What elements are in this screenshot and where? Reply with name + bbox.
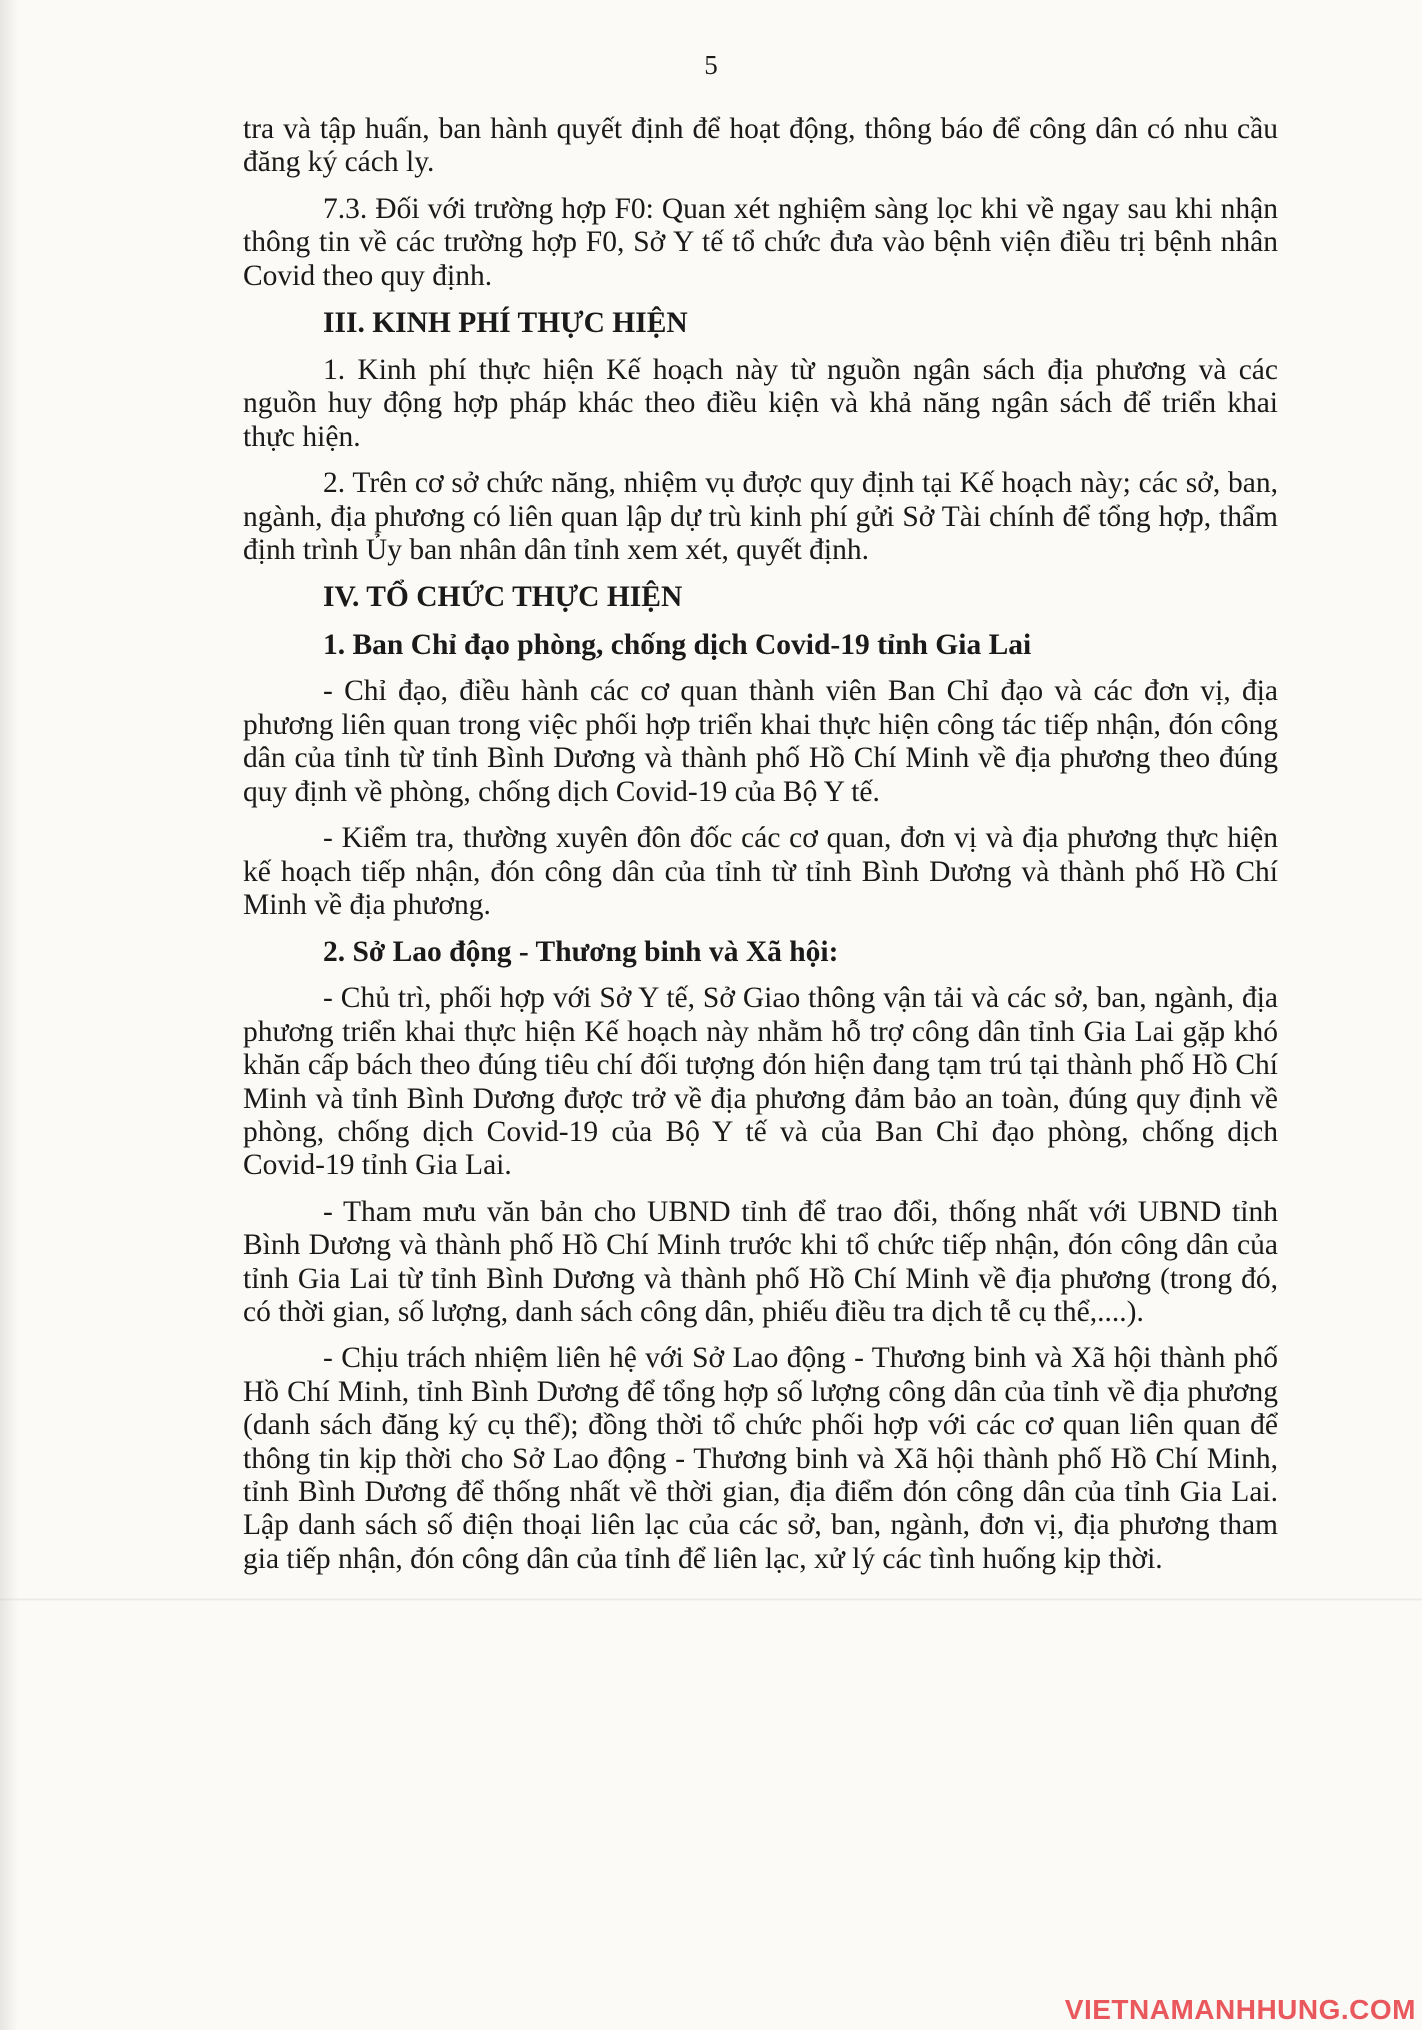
- scan-fold-line: [0, 1598, 1422, 1601]
- subheading-labour-department: 2. Sở Lao động - Thương binh và Xã hội:: [323, 936, 839, 969]
- document-body: [243, 113, 1278, 1589]
- paragraph-labour-1: - Chủ trì, phối hợp với Sở Y tế, Sở Giao thông vận tải và các sở, ban, ngành, địa phương triển khai thực hiện Kế hoạch này nhằm hỗ trợ công dân tỉnh Gia Lai gặp khó khăn cấp bách theo đúng tiêu chí đối tượng đón hiện đang tạm trú tại thành phố Hồ Chí Minh và tỉnh Bình Dương được trở về địa phương đảm bảo an toàn, đúng quy định về phòng, chống dịch Covid-19 của Bộ Y tế và của Ban Chỉ đạo phòng, chống dịch Covid-19 tỉnh Gia Lai.: [243, 982, 1278, 1182]
- paragraph-labour-2: - Tham mưu văn bản cho UBND tỉnh để trao đổi, thống nhất với UBND tỉnh Bình Dương và thành phố Hồ Chí Minh trước khi tổ chức tiếp nhận, đón công dân của tỉnh Gia Lai từ tỉnh Bình Dương và thành phố Hồ Chí Minh về địa phương (trong đó, có thời gian, số lượng, danh sách công dân, phiếu điều tra dịch tễ cụ thể,....).: [243, 1195, 1278, 1328]
- paragraph-labour-3: - Chịu trách nhiệm liên hệ với Sở Lao động - Thương binh và Xã hội thành phố Hồ Chí Minh, tỉnh Bình Dương để tổng hợp số lượng công dân của tỉnh về địa phương (danh sách đăng ký cụ thể); đồng thời tổ chức phối hợp với các cơ quan liên quan để thông tin kịp thời cho Sở Lao động - Thương binh và Xã hội thành phố Hồ Chí Minh, tỉnh Bình Dương để thống nhất về thời gian, địa điểm đón công dân của tỉnh Gia Lai. Lập danh sách số điện thoại liên lạc của các sở, ban, ngành, đơn vị, địa phương tham gia tiếp nhận, đón công dân của tỉnh để liên lạc, xử lý các tình huống kịp thời.: [243, 1342, 1278, 1575]
- paragraph-steering-1: - Chỉ đạo, điều hành các cơ quan thành viên Ban Chỉ đạo và các đơn vị, địa phương liên quan trong việc phối hợp triển khai thực hiện công tác tiếp nhận, đón công dân của tỉnh từ tỉnh Bình Dương và thành phố Hồ Chí Minh về địa phương theo đúng quy định về phòng, chống dịch Covid-19 của Bộ Y tế.: [243, 675, 1278, 808]
- paragraph-f0-case: 7.3. Đối với trường hợp F0: Quan xét nghiệm sàng lọc khi về ngay sau khi nhận thông tin về các trường hợp F0, Sở Y tế tổ chức đưa vào bệnh viện điều trị bệnh nhân Covid theo quy định.: [243, 192, 1278, 292]
- page-number: 5: [704, 50, 718, 80]
- paragraph-continuation: tra và tập huấn, ban hành quyết định để hoạt động, thông báo để công dân có nhu cầu đăng ký cách ly.: [243, 113, 1278, 179]
- watermark-text: VIETNAMANHHUNG.COM: [1064, 1994, 1416, 2025]
- paragraph-funding-2: 2. Trên cơ sở chức năng, nhiệm vụ được quy định tại Kế hoạch này; các sở, ban, ngành, địa phương có liên quan lập dự trù kinh phí gửi Sở Tài chính để tổng hợp, thẩm định trình Ủy ban nhân dân tỉnh xem xét, quyết định.: [243, 467, 1278, 567]
- section-heading-implementation: IV. TỔ CHỨC THỰC HIỆN: [323, 581, 683, 614]
- paragraph-steering-2: - Kiểm tra, thường xuyên đôn đốc các cơ quan, đơn vị và địa phương thực hiện kế hoạch tiếp nhận, đón công dân của tỉnh từ tỉnh Bình Dương và thành phố Hồ Chí Minh về địa phương.: [243, 822, 1278, 921]
- paragraph-funding-1: 1. Kinh phí thực hiện Kế hoạch này từ nguồn ngân sách địa phương và các nguồn huy động hợp pháp khác theo điều kiện và khả năng ngân sách để triển khai thực hiện.: [243, 354, 1278, 453]
- page-edge-shadow: [0, 0, 18, 2030]
- section-heading-funding: III. KINH PHÍ THỰC HIỆN: [323, 307, 688, 340]
- subheading-steering-committee: 1. Ban Chỉ đạo phòng, chống dịch Covid-19 tỉnh Gia Lai: [323, 629, 1032, 662]
